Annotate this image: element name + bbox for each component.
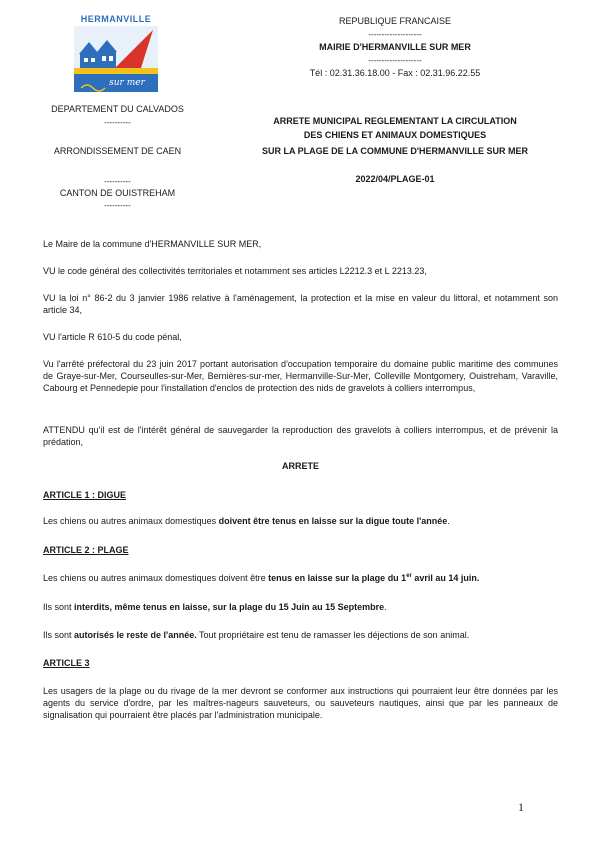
- separator: --------------------: [368, 30, 422, 39]
- contact-info: Tél : 02.31.36.18.00 - Fax : 02.31.96.22.55: [309, 68, 481, 78]
- separator: --------------------: [368, 56, 422, 65]
- republic-heading: REPUBLIQUE FRANCAISE: [338, 16, 452, 26]
- article-2-text-emphasis: autorisés le reste de l'année.: [74, 630, 197, 640]
- arrete-heading: ARRETE: [281, 461, 319, 471]
- article-2-paragraph-2: [43, 601, 558, 613]
- department: DEPARTEMENT DU CALVADOS: [51, 104, 184, 114]
- article-2-text-emphasis: tenus en laisse sur la plage du 1: [268, 573, 407, 583]
- article-2-text-part: Ils sont: [43, 602, 75, 612]
- decree-title-line-1: ARRETE MUNICIPAL REGLEMENTANT LA CIRCULATION: [273, 116, 517, 126]
- canton: CANTON DE OUISTREHAM: [59, 188, 176, 198]
- separator: ----------: [104, 177, 131, 186]
- separator: ----------: [104, 118, 131, 127]
- article-2-text-part: Les chiens ou autres animaux domestiques doivent être: [43, 573, 269, 583]
- mairie-heading: MAIRIE D'HERMANVILLE SUR MER: [319, 42, 471, 52]
- article-2-text-part: Tout propriétaire est tenu de ramasser les déjections de son animal.: [196, 630, 470, 640]
- vu-paragraph-4: Vu l'arrêté préfectoral du 23 juin 2017 portant autorisation d'occupation temporaire du domaine public maritime des communes de Graye-sur-Mer, Courseulles-sur-Mer, Bernières-sur-mer, Hermanville-Sur-Mer, Colleville Montgomery, Ouistreham, Varaville, Cabourg et Pennedepie pour l'installation d'enclos de protection des nids de gravelots à colliers interrompus,: [43, 359, 558, 393]
- article-1-heading: ARTICLE 1 : DIGUE: [43, 490, 127, 500]
- article-3-text: Les usagers de la plage ou du rivage de la mer devront se conformer aux instructions qui pourraient leur être données par les agents du service d'ordre, par les maîtres-nageurs sauveteurs, ou sauveteurs nautiques, ainsi que par les panneaux de signalisation qui pourraient être placés par l'administration municipale.: [43, 686, 558, 720]
- article-3-heading: ARTICLE 3: [43, 658, 90, 668]
- article-2-heading: ARTICLE 2 : PLAGE: [43, 545, 129, 555]
- logo-title: HERMANVILLE: [80, 14, 152, 24]
- article-2-paragraph-1: [43, 572, 558, 584]
- separator: ----------: [104, 201, 131, 210]
- vu-paragraph-1: VU le code général des collectivités territoriales et notamment ses articles L2212.3 et L 2213.23,: [43, 266, 427, 276]
- decree-title-line-2: DES CHIENS ET ANIMAUX DOMESTIQUES: [303, 130, 487, 140]
- hermanville-logo: [71, 14, 161, 94]
- superscript: er: [406, 573, 412, 579]
- page-number: 1: [518, 800, 524, 814]
- arrondissement: ARRONDISSEMENT DE CAEN: [53, 146, 182, 156]
- intro-paragraph: Le Maire de la commune d'HERMANVILLE SUR MER,: [43, 239, 262, 249]
- article-1-text-emphasis: doivent être tenus en laisse sur la digue toute l'année: [218, 516, 448, 526]
- vu-paragraph-2: VU la loi n° 86-2 du 3 janvier 1986 relative à l'aménagement, la protection et la mise en valeur du littoral, et notamment son article 34,: [43, 293, 558, 315]
- article-1-text: [43, 515, 558, 527]
- article-2-text-emphasis: interdits, même tenus en laisse, sur la plage du 15 Juin au 15 Septembre: [74, 602, 385, 612]
- article-2-text-part: .: [384, 602, 387, 612]
- article-2-paragraph-3: [43, 629, 558, 641]
- attendu-paragraph: ATTENDU qu'il est de l'intérêt général de sauvegarder la reproduction des gravelots à colliers interrompus, et de prévenir la prédation,: [43, 425, 558, 447]
- article-2-text-emphasis: avril au 14 juin.: [411, 573, 480, 583]
- decree-title-line-3: SUR LA PLAGE DE LA COMMUNE D'HERMANVILLE SUR MER: [262, 146, 528, 156]
- decree-reference: 2022/04/PLAGE-01: [355, 174, 435, 184]
- article-2-text-part: Ils sont: [43, 630, 75, 640]
- article-1-text-part: Les chiens ou autres animaux domestiques: [43, 516, 219, 526]
- logo-script: sur mer: [109, 78, 145, 88]
- vu-paragraph-3: VU l'article R 610-5 du code pénal,: [43, 332, 182, 342]
- article-1-text-part: .: [447, 516, 450, 526]
